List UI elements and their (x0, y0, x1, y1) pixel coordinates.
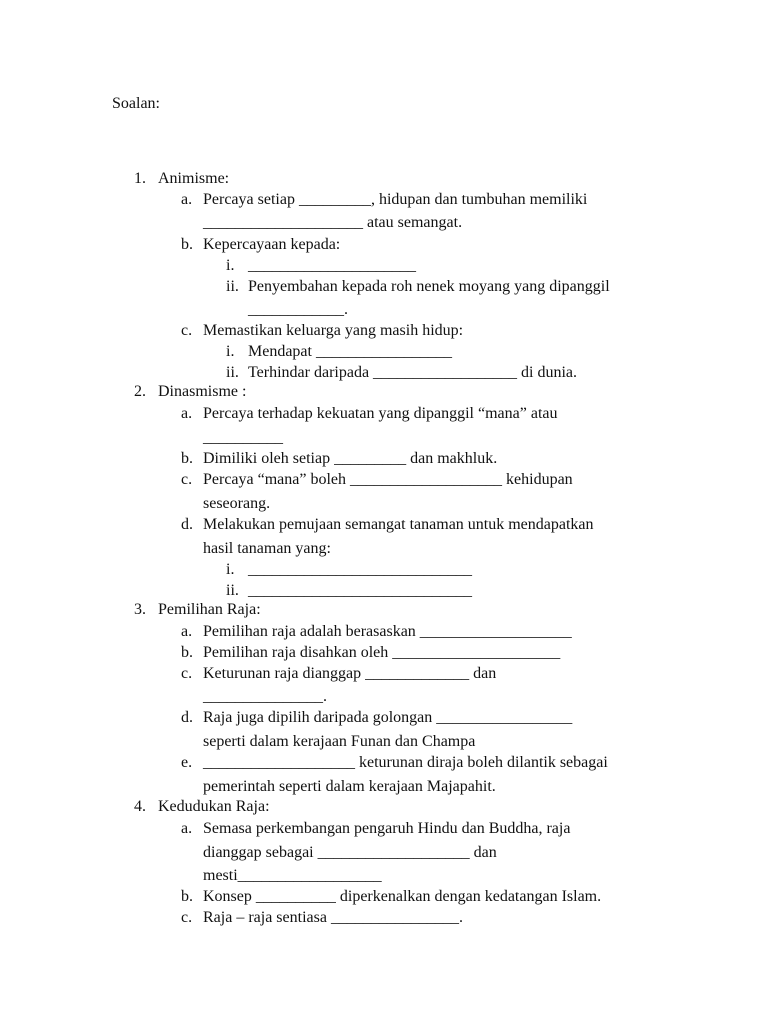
question-text: Dinasmisme : (158, 383, 247, 400)
item-marker: 3. (134, 601, 146, 618)
question-text: Mendapat _________________ (248, 343, 452, 360)
question-text: Animisme: (158, 170, 230, 187)
item-marker: a. (181, 820, 193, 837)
question-text: hasil tanaman yang: (203, 540, 331, 557)
question-text: Konsep __________ diperkenalkan dengan kedatangan Islam. (203, 888, 602, 905)
item-marker: a. (181, 623, 193, 640)
question-text: Pemilihan raja adalah berasaskan ___________________ (203, 623, 572, 640)
question-text: Percaya “mana” boleh ___________________ kehidupan (203, 471, 573, 488)
question-text: _____________________ (248, 257, 416, 274)
item-marker: d. (181, 516, 193, 533)
item-marker: 4. (134, 798, 146, 815)
item-marker: 2. (134, 383, 146, 400)
question-text: pemerintah seperti dalam kerajaan Majapahit. (203, 778, 496, 795)
item-marker: b. (181, 236, 193, 253)
question-text: Raja – raja sentiasa ________________. (203, 909, 463, 926)
question-text: Raja juga dipilih daripada golongan _________________ (203, 709, 573, 726)
question-text: __________ (203, 429, 283, 446)
item-marker: b. (181, 888, 193, 905)
item-marker: b. (181, 644, 193, 661)
question-text: Kedudukan Raja: (158, 798, 270, 815)
page-heading: Soalan: (112, 95, 160, 112)
question-text: Pemilihan raja disahkan oleh _____________________ (203, 644, 561, 661)
item-marker: c. (181, 909, 193, 926)
item-marker: a. (181, 191, 193, 208)
question-text: Kepercayaan kepada: (203, 236, 341, 253)
question-text: Penyembahan kepada roh nenek moyang yang dipanggil (248, 278, 610, 295)
question-text: Dimiliki oleh setiap _________ dan makhluk. (203, 450, 498, 467)
question-text: Memastikan keluarga yang masih hidup: (203, 322, 464, 339)
question-text: dianggap sebagai ___________________ dan (203, 844, 497, 861)
item-marker: ii. (226, 582, 239, 599)
item-marker: a. (181, 405, 193, 422)
question-text: Keturunan raja dianggap _____________ dan (203, 665, 497, 682)
question-text: Terhindar daripada __________________ di dunia. (248, 364, 578, 381)
question-text: Melakukan pemujaan semangat tanaman untuk mendapatkan (203, 516, 594, 533)
question-text: seperti dalam kerajaan Funan dan Champa (203, 733, 476, 750)
item-marker: c. (181, 322, 193, 339)
item-marker: ii. (226, 364, 239, 381)
item-marker: c. (181, 471, 193, 488)
question-text: Percaya terhadap kekuatan yang dipanggil “mana” atau (203, 405, 558, 422)
item-marker: b. (181, 450, 193, 467)
item-marker: e. (181, 754, 193, 771)
item-marker: ii. (226, 278, 239, 295)
question-text: Semasa perkembangan pengaruh Hindu dan Buddha, raja (203, 820, 571, 837)
item-marker: i. (226, 561, 235, 578)
question-text: ____________. (248, 301, 348, 318)
item-marker: i. (226, 343, 235, 360)
question-text: _______________. (203, 688, 327, 705)
question-text: Pemilihan Raja: (158, 601, 261, 618)
question-text: Percaya setiap _________, hidupan dan tumbuhan memiliki (203, 191, 588, 208)
item-marker: i. (226, 257, 235, 274)
item-marker: 1. (134, 170, 146, 187)
question-text: mesti__________________ (203, 867, 382, 884)
item-marker: d. (181, 709, 193, 726)
question-text: ___________________ keturunan diraja boleh dilantik sebagai (203, 754, 608, 771)
question-text: ____________________________ (248, 582, 472, 599)
question-text: ____________________ atau semangat. (203, 214, 463, 231)
question-text: seseorang. (203, 495, 271, 512)
question-text: ____________________________ (248, 561, 472, 578)
item-marker: c. (181, 665, 193, 682)
